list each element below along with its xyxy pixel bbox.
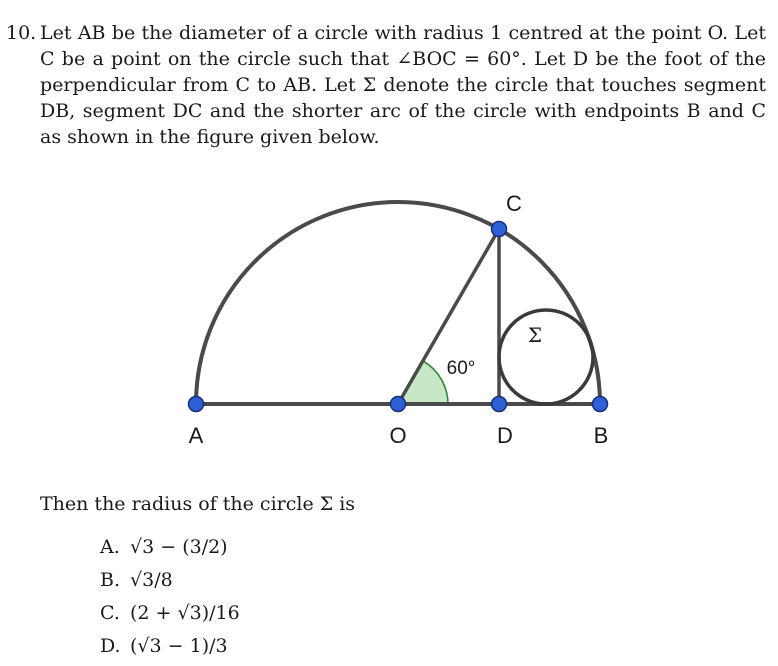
problem-text: Let AB be the diameter of a circle with radius 1 centred at the point O. Let C be a point on the circle such that ∠BOC = 60°. Let D be the foot of the perpendicular from C to AB. Let Σ denote the circle that touches segment DB, segment DC and the shorter arc of the circle with endpoints B and C as shown in the figure given below. <box>40 22 766 148</box>
label-d: D <box>497 423 513 448</box>
option-c[interactable] <box>100 597 240 630</box>
option-c-letter: C. <box>100 602 120 624</box>
option-a-text: √3 − (3/2) <box>130 536 228 558</box>
option-c-text: (2 + √3)/16 <box>130 602 240 624</box>
angle-sector <box>398 361 448 404</box>
option-a-letter: A. <box>100 536 120 558</box>
option-d[interactable] <box>100 630 240 663</box>
label-c: C <box>506 191 522 216</box>
angle-label: 60° <box>446 358 476 379</box>
answer-options <box>100 531 240 663</box>
label-a: A <box>188 423 204 448</box>
point-d <box>492 397 507 412</box>
point-c <box>492 222 507 237</box>
problem-number: 10. <box>6 22 37 44</box>
point-a <box>189 397 204 412</box>
problem-statement <box>6 20 766 150</box>
semicircle-arc <box>196 202 600 404</box>
option-d-letter: D. <box>100 635 121 657</box>
geometry-figure <box>0 180 778 460</box>
option-b-letter: B. <box>100 569 121 591</box>
question-text: Then the radius of the circle Σ is <box>40 493 356 515</box>
option-a[interactable] <box>100 531 240 564</box>
sigma-label: Σ <box>527 323 543 347</box>
option-d-text: (√3 − 1)/3 <box>130 635 228 657</box>
point-o <box>391 397 406 412</box>
option-b-text: √3/8 <box>130 569 173 591</box>
label-o: O <box>389 423 407 448</box>
option-b[interactable] <box>100 564 240 597</box>
label-b: B <box>593 423 609 448</box>
point-b <box>593 397 608 412</box>
circle-sigma <box>499 310 593 404</box>
